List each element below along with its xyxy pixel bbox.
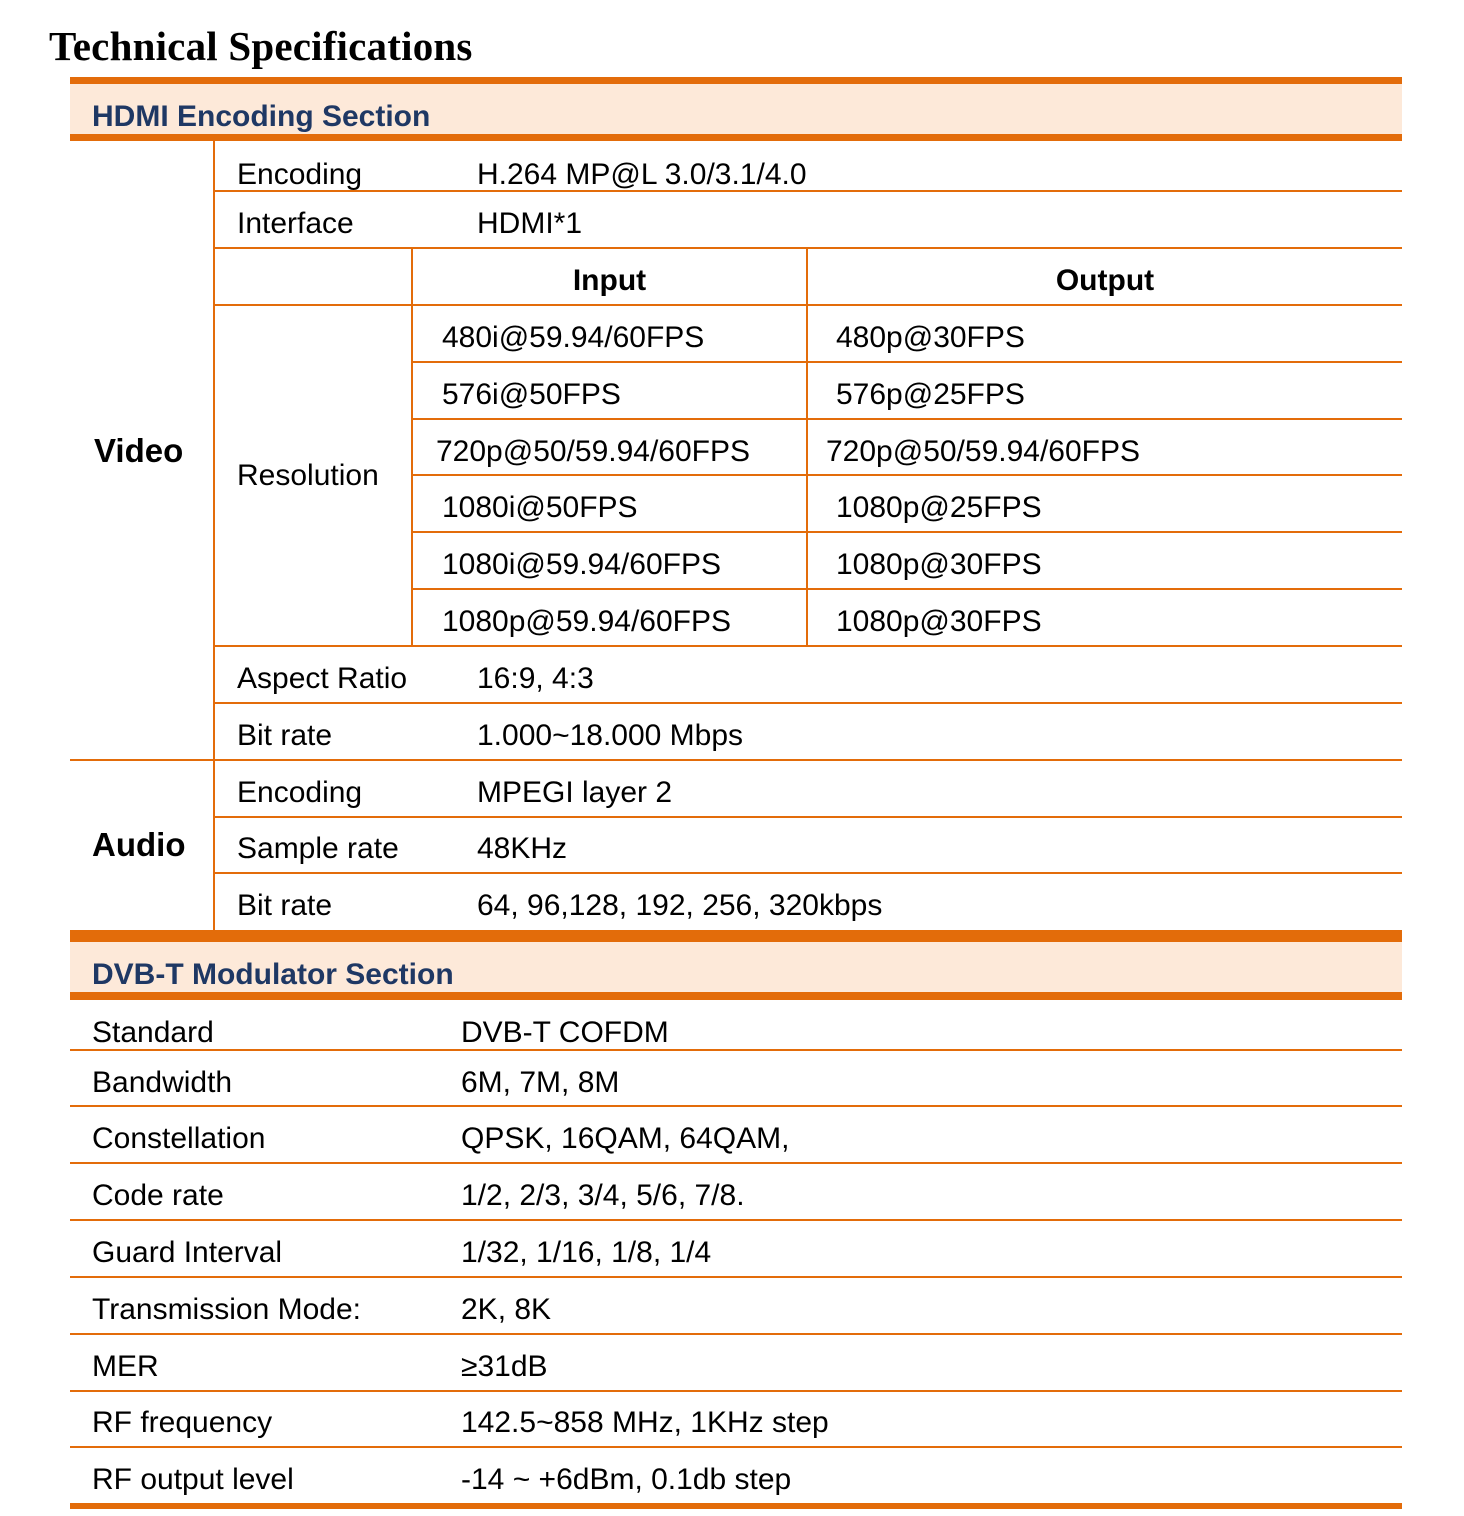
row-divider xyxy=(70,1333,1402,1335)
spec-label: Standard xyxy=(92,1016,214,1049)
row-divider xyxy=(70,1446,1402,1448)
spec-value: ≥31dB xyxy=(461,1350,548,1383)
audio-group-label: Audio xyxy=(92,826,186,863)
audio-bit-rate-label: Bit rate xyxy=(237,889,333,922)
aspect-ratio-value: 16:9, 4:3 xyxy=(477,662,594,695)
spec-value: -14 ~ +6dBm, 0.1db step xyxy=(461,1463,792,1496)
encoding-value: H.264 MP@L 3.0/3.1/4.0 xyxy=(477,158,807,191)
encoding-label: Encoding xyxy=(237,158,363,191)
audio-bit-rate-value: 64, 96,128, 192, 256, 320kbps xyxy=(477,889,883,922)
audio-encoding-label: Encoding xyxy=(237,776,363,809)
sample-rate-label: Sample rate xyxy=(237,832,399,865)
row-divider xyxy=(215,702,1402,704)
spec-label: RF output level xyxy=(92,1463,294,1496)
dvbt-section-heading: DVB-T Modulator Section xyxy=(92,958,454,991)
video-bit-rate-label: Bit rate xyxy=(237,719,333,752)
spec-label: RF frequency xyxy=(92,1406,273,1439)
row-divider xyxy=(413,474,1402,476)
spec-value: QPSK, 16QAM, 64QAM, xyxy=(461,1122,790,1155)
row-divider xyxy=(413,418,1402,420)
spec-value: 6M, 7M, 8M xyxy=(461,1066,620,1099)
column-divider xyxy=(806,249,808,646)
spec-value: DVB-T COFDM xyxy=(461,1016,669,1049)
video-group-label: Video xyxy=(94,432,184,469)
row-divider xyxy=(70,1390,1402,1392)
resolution-input: 1080p@59.94/60FPS xyxy=(442,605,731,638)
row-divider xyxy=(215,816,1402,818)
sample-rate-value: 48KHz xyxy=(477,832,568,865)
spec-label: Transmission Mode: xyxy=(92,1293,361,1326)
column-divider xyxy=(213,141,215,930)
row-divider xyxy=(413,361,1402,363)
row-divider xyxy=(215,872,1402,874)
spec-value: 1/2, 2/3, 3/4, 5/6, 7/8. xyxy=(461,1179,745,1212)
page-title: Technical Specifications xyxy=(49,23,473,69)
resolution-output: 480p@30FPS xyxy=(836,321,1025,354)
hdmi-section-heading: HDMI Encoding Section xyxy=(92,100,431,133)
row-divider xyxy=(215,304,1402,306)
interface-value: HDMI*1 xyxy=(477,207,583,240)
spec-label: Constellation xyxy=(92,1122,266,1155)
section-top-rule xyxy=(70,930,1402,942)
row-divider xyxy=(70,1105,1402,1107)
row-divider xyxy=(413,588,1402,590)
spec-value: 1/32, 1/16, 1/8, 1/4 xyxy=(461,1236,712,1269)
table-bottom-rule xyxy=(70,1503,1402,1509)
section-bottom-rule xyxy=(70,992,1402,1000)
section-top-rule xyxy=(70,77,1402,84)
spec-value: 2K, 8K xyxy=(461,1293,552,1326)
aspect-ratio-label: Aspect Ratio xyxy=(237,662,408,695)
row-divider xyxy=(70,1276,1402,1278)
group-divider xyxy=(70,759,1402,761)
row-divider xyxy=(215,247,1402,249)
resolution-input: 720p@50/59.94/60FPS xyxy=(436,435,751,468)
resolution-input: 480i@59.94/60FPS xyxy=(442,321,705,354)
output-column-header: Output xyxy=(1055,264,1155,297)
spec-value: 142.5~858 MHz, 1KHz step xyxy=(461,1406,829,1439)
resolution-input: 576i@50FPS xyxy=(442,378,621,411)
row-divider xyxy=(70,1219,1402,1221)
resolution-output: 1080p@30FPS xyxy=(836,548,1042,581)
row-divider xyxy=(215,645,1402,647)
resolution-output: 1080p@30FPS xyxy=(836,605,1042,638)
row-divider xyxy=(70,1049,1402,1051)
spec-label: Guard Interval xyxy=(92,1236,283,1269)
resolution-output: 1080p@25FPS xyxy=(836,491,1042,524)
column-divider xyxy=(411,249,413,646)
resolution-input: 1080i@59.94/60FPS xyxy=(442,548,721,581)
resolution-label: Resolution xyxy=(237,459,379,492)
row-divider xyxy=(70,1162,1402,1164)
audio-encoding-value: MPEGI layer 2 xyxy=(477,776,673,809)
input-column-header: Input xyxy=(572,264,647,297)
spec-label: Code rate xyxy=(92,1179,224,1212)
resolution-input: 1080i@50FPS xyxy=(442,491,638,524)
resolution-output: 576p@25FPS xyxy=(836,378,1025,411)
section-bottom-rule xyxy=(70,134,1402,141)
video-bit-rate-value: 1.000~18.000 Mbps xyxy=(477,719,744,752)
interface-label: Interface xyxy=(237,207,354,240)
row-divider xyxy=(413,531,1402,533)
spec-label: MER xyxy=(92,1350,159,1383)
row-divider xyxy=(215,190,1402,192)
spec-label: Bandwidth xyxy=(92,1066,233,1099)
resolution-output: 720p@50/59.94/60FPS xyxy=(826,435,1141,468)
